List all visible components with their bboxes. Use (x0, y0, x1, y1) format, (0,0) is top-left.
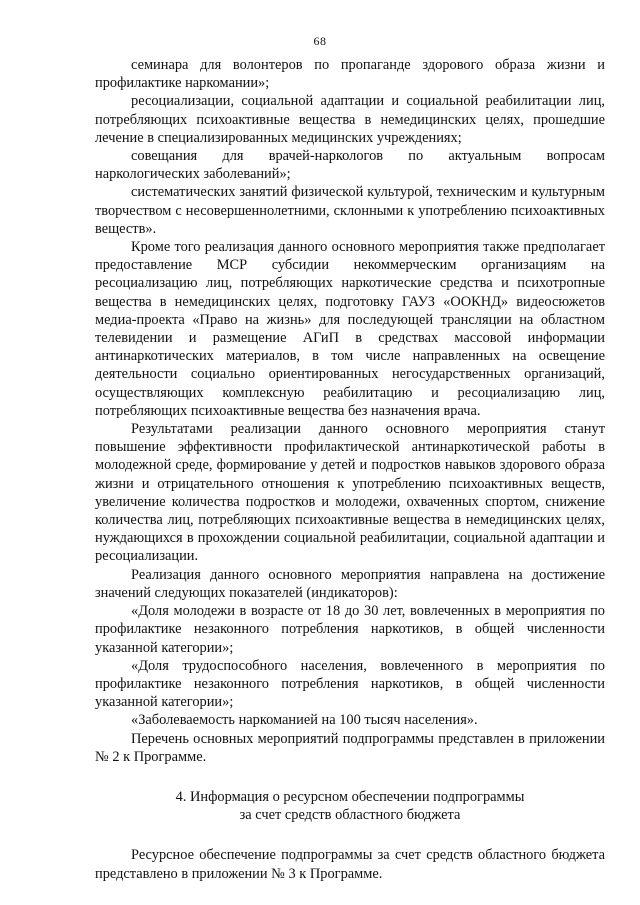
paragraph-appendix-2: Перечень основных мероприятий подпрограммы представлен в приложении № 2 к Программе. (95, 730, 605, 765)
paragraph-indicator-youth: «Доля молодежи в возрасте от 18 до 30 лет, вовлеченных в мероприятия по профилактике незаконного потребления наркотиков, в общей численности указанной категории»; (95, 603, 605, 656)
paragraph-seminar-volunteers: семинара для волонтеров по пропаганде здорового образа жизни и профилактике наркомании»; (95, 57, 605, 92)
paragraph-physical-culture: систематических занятий физической культурой, техническим и культурным творчеством с несовершеннолетними, склонными к употреблению психоактивных веществ». (95, 184, 605, 237)
paragraph-resocialization: ресоциализации, социальной адаптации и социальной реабилитации лиц, потребляющих психоактивные вещества в немедицинских целях, прошедшие лечение в специализированных медицинских учреждениях; (95, 93, 605, 146)
paragraph-resource-provision: Ресурсное обеспечение подпрограммы за счет средств областного бюджета представлено в приложении № 3 к Программе. (95, 847, 605, 882)
paragraph-indicator-working-population: «Доля трудоспособного населения, вовлеченного в мероприятия по профилактике незаконного потребления наркотиков, в общей численности указанной категории»; (95, 657, 605, 711)
paragraph-indicators-intro: Реализация данного основного мероприятия направлена на достижение значений следующих показателей (индикаторов): (95, 566, 605, 601)
paragraph-indicator-morbidity: «Заболеваемость наркоманией на 100 тысяч населения». (131, 712, 478, 729)
paragraph-subsidies: Кроме того реализация данного основного мероприятия также предполагает предоставление МСР субсидии некоммерческим организациям на ресоциализацию лиц, потребляющих наркотические средства и психотропные вещества в немедицинских целях, подготовку ГАУЗ «ООКНД» видеосюжетов медиа-проекта «Право на жизнь» для последующей трансляции на областном телевидении и размещение АГиП в средствах массовой информации антинаркотических материалов, в том числе направленных на освещение деятельности социально ориентированных негосударственных организаций, осуществляющих комплексную реабилитацию и ресоциализацию лиц, потребляющих психоактивные вещества без назначения врача. (95, 239, 605, 419)
section-heading-line-1: 4. Информация о ресурсном обеспечении подпрограммы (175, 788, 525, 805)
page-body (95, 56, 605, 883)
page-number: 68 (313, 34, 327, 48)
paragraph-narcologist-meetings: совещания для врачей-наркологов по актуальным вопросам наркологических заболеваний»; (95, 148, 605, 183)
section-heading-line-2: за счет средств областного бюджета (239, 807, 461, 824)
section-heading (95, 788, 605, 824)
paragraph-results: Результатами реализации данного основного мероприятия станут повышение эффективности профилактической антинаркотической работы в молодежной среде, формирование у детей и подростков навыков здорового образа жизни и отрицательного отношения к употреблению психоактивных веществ, увеличение количества подростков и молодежи, охваченных спортом, снижение количества лиц, потребляющих психоактивные вещества в немедицинских целях, нуждающихся в прохождении социальной реабилитации, социальной адаптации и ресоциализации. (95, 421, 605, 565)
